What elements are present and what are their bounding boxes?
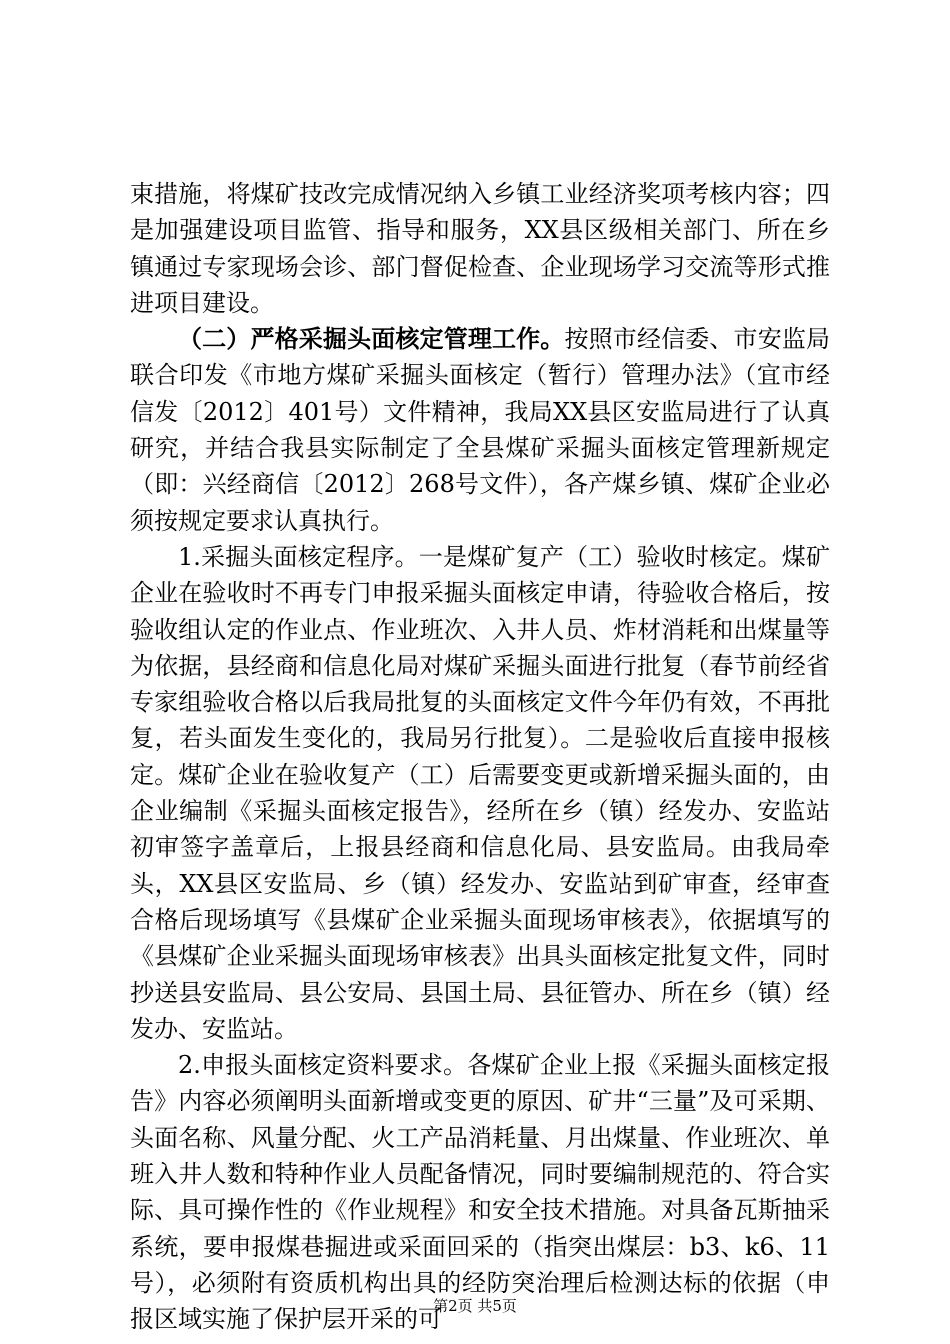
paragraph-3	[130, 539, 830, 1047]
paragraph-1-text: 束措施，将煤矿技改完成情况纳入乡镇工业经济奖项考核内容；四是加强建设项目监管、指导和服务，XX县区级相关部门、所在乡镇通过专家现场会诊、部门督促检查、企业现场学习交流等形式推进项目建设。	[130, 180, 830, 317]
paragraph-1	[130, 176, 830, 321]
paragraph-3-text: 1.采掘头面核定程序。一是煤矿复产（工）验收时核定。煤矿企业在验收时不再专门申报采掘头面核定申请，待验收合格后，按验收组认定的作业点、作业班次、入井人员、炸材消耗和出煤量等为依据，县经商和信息化局对煤矿采掘头面进行批复（春节前经省专家组验收合格以后我局批复的头面核定文件今年仍有效，不再批复，若头面发生变化的，我局另行批复）。二是验收后直接申报核定。煤矿企业在验收复产（工）后需要变更或新增采掘头面的，由企业编制《采掘头面核定报告》，经所在乡（镇）经发办、安监站初审签字盖章后，上报县经商和信息化局、县安监局。由我局牵头，XX县区安监局、乡（镇）经发办、安监站到矿审查，经审查合格后现场填写《县煤矿企业采掘头面现场审核表》，依据填写的《县煤矿企业采掘头面现场审核表》出具头面核定批复文件，同时抄送县安监局、县公安局、县国土局、县征管办、所在乡（镇）经发办、安监站。	[130, 542, 830, 1043]
page-footer: 第2页 共5页	[433, 1297, 517, 1315]
section-heading: （二）严格采掘头面核定管理工作。	[178, 324, 565, 354]
paragraph-2-text: 按照市经信委、市安监局联合印发《市地方煤矿采掘头面核定（暂行）管理办法》（宜市经信发〔2012〕401号）文件精神，我局XX县区安监局进行了认真研究，并结合我县实际制定了全县煤矿采掘头面核定管理新规定（即：兴经商信〔2012〕268号文件），各产煤乡镇、煤矿企业必须按规定要求认真执行。	[130, 325, 831, 535]
paragraph-4-text: 2.申报头面核定资料要求。各煤矿企业上报《采掘头面核定报告》内容必须阐明头面新增或变更的原因、矿井“三量”及可采期、头面名称、风量分配、火工产品消耗量、月出煤量、作业班次、单班入井人数和特种作业人员配备情况，同时要编制规范的、符合实际、具可操作性的《作业规程》和安全技术措施。对具备瓦斯抽采系统，要申报煤巷掘进或采面回采的（指突出煤层：b3、k6、11号），必须附有资质机构出具的经防突治理后检测达标的依据（申报区域实施了保护层开采的可	[130, 1051, 830, 1334]
document-body	[130, 176, 830, 1338]
paragraph-2	[130, 321, 830, 539]
paragraph-4	[130, 1047, 830, 1337]
